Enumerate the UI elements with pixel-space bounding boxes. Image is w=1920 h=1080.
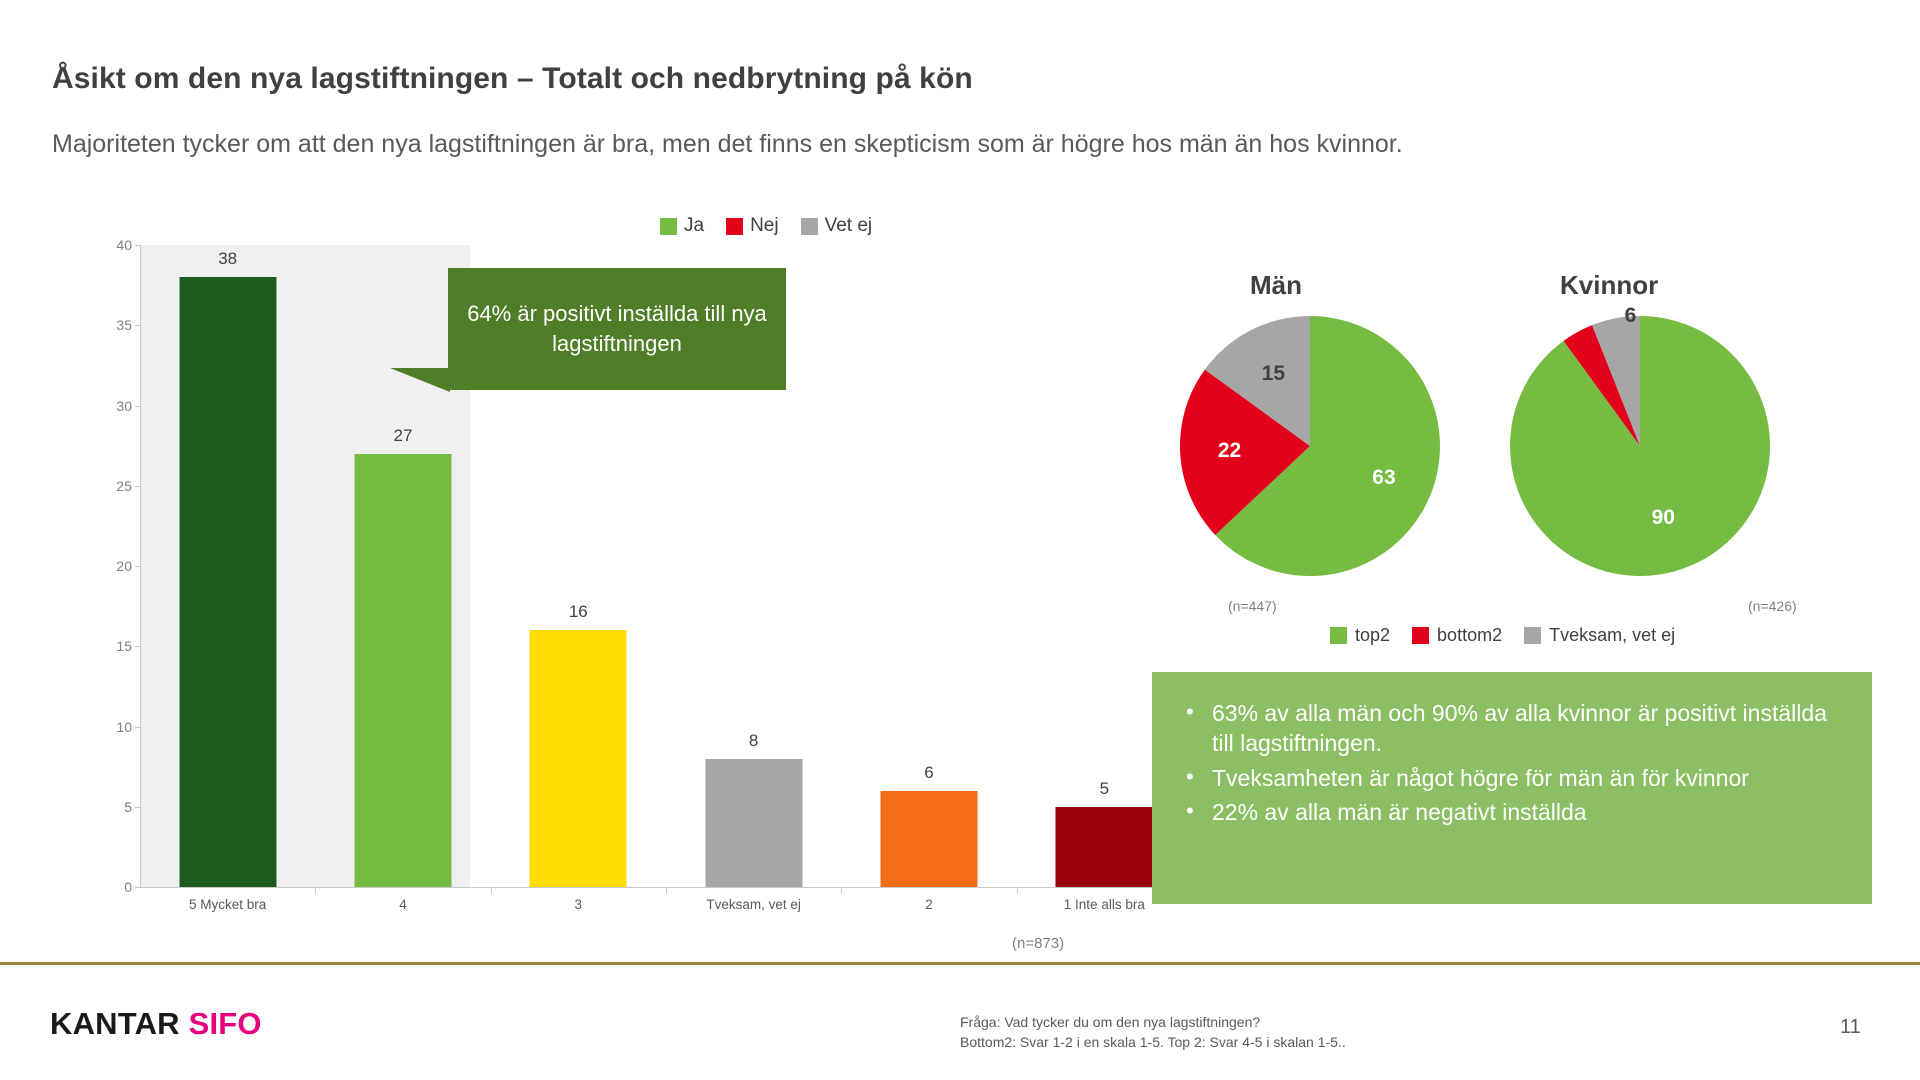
x-axis-tick-mark [1017, 887, 1018, 894]
pie-slice-value-label: 4 [1554, 305, 1566, 329]
bar-group [841, 245, 1016, 912]
legend-item-top2 [1330, 625, 1390, 646]
legend-label-tveksam: Tveksam, vet ej [1549, 625, 1676, 645]
legend-swatch-ja [660, 218, 677, 235]
pie-slice-value-label: 22 [1217, 439, 1242, 463]
legend-label-ja: Ja [684, 215, 705, 236]
pie-charts [1180, 270, 1880, 670]
pie-base-note-men: (n=447) [1228, 598, 1277, 614]
page-number: 11 [1840, 1016, 1861, 1038]
page-subtitle: Majoriteten tycker om att den nya lagstiftningen är bra, men det finns en skepticism som är högre hos män än hos kvinnor. [52, 130, 1403, 158]
bar-chart-base-note: (n=873) [1012, 935, 1065, 952]
insight-item: • Tveksamheten är något högre för män än för kvinnor [1178, 763, 1842, 793]
pie-slice-value-label: 90 [1651, 505, 1675, 529]
legend-swatch-bottom2 [1412, 627, 1429, 644]
brand-kantar: KANTAR [50, 1006, 180, 1041]
bar-value-label: 27 [393, 425, 413, 445]
legend-swatch-nej [726, 218, 743, 235]
legend-label-nej: Nej [750, 215, 779, 236]
insight-item: • 22% av alla män är negativt inställda [1178, 797, 1842, 827]
pie-title-women: Kvinnor [1560, 270, 1659, 300]
y-axis-tick-label: 20 [116, 558, 132, 574]
y-axis-tick-label: 25 [116, 477, 132, 494]
insights-box [1152, 672, 1872, 904]
legend-item-tveksam [1524, 625, 1675, 646]
x-axis-tick-mark [315, 887, 316, 894]
x-axis-category-label: 1 Inte alls bra [1063, 897, 1145, 912]
bar-value-label: 38 [218, 249, 238, 269]
callout-tail [390, 368, 450, 392]
bar [1056, 807, 1153, 887]
legend-item-ja [660, 215, 704, 237]
pie-title-men: Män [1250, 270, 1302, 300]
y-axis-tick-label: 10 [116, 718, 132, 735]
legend-label-top2: top2 [1355, 625, 1391, 645]
legend-item-nej [726, 215, 779, 237]
legend-swatch-vet-ej [801, 218, 818, 235]
legend-label-bottom2: bottom2 [1437, 625, 1503, 645]
x-axis-category-label: 4 [399, 897, 407, 912]
bar-chart-legend [660, 215, 884, 237]
x-axis-tick-mark [666, 887, 667, 894]
legend-item-bottom2 [1412, 625, 1502, 646]
legend-swatch-tveksam [1524, 627, 1541, 644]
insights-list [1178, 698, 1842, 827]
bar [179, 277, 276, 887]
y-axis-tick-mark [135, 887, 141, 888]
x-axis-tick-mark [841, 887, 842, 894]
x-axis-tick-mark [491, 887, 492, 894]
page-title: Åsikt om den nya lagstiftningen – Totalt och nedbrytning på kön [52, 62, 973, 95]
pie-base-note-women: (n=426) [1748, 598, 1797, 614]
callout-box: 64% är positivt inställda till nya lagstiftningen [448, 268, 786, 390]
x-axis-category-label: Tveksam, vet ej [706, 897, 801, 912]
y-axis-tick-label: 30 [116, 397, 132, 414]
bar-group [140, 245, 315, 912]
footer-divider [0, 962, 1920, 965]
brand-sifo: SIFO [188, 1006, 262, 1041]
pie-svg [1510, 316, 1770, 576]
brand-logo [50, 1006, 262, 1042]
pie-slice-value-label: 15 [1261, 362, 1286, 386]
bar [880, 791, 977, 887]
y-axis-tick-label: 40 [116, 237, 132, 253]
legend-label-vet-ej: Vet ej [824, 215, 873, 236]
bar [354, 454, 451, 887]
pie-slice-value-label: 6 [1624, 303, 1637, 327]
insight-item: • 63% av alla män och 90% av alla kvinnor är positivt inställda till lagstiftningen. [1178, 698, 1842, 759]
y-axis-tick-label: 15 [116, 638, 132, 655]
y-axis-tick-label: 0 [124, 879, 132, 895]
y-axis-tick-label: 35 [116, 317, 132, 334]
bar-value-label: 8 [748, 730, 759, 750]
pie-chart-women [1510, 303, 1770, 581]
bar-value-label: 6 [924, 762, 934, 782]
bar [705, 759, 802, 887]
pie-chart-men [1180, 316, 1440, 581]
footnote [960, 1012, 1346, 1053]
pie-slice-value-label: 63 [1372, 466, 1396, 489]
bar [530, 630, 627, 887]
x-axis-category-label: 3 [574, 897, 583, 912]
bar-value-label: 5 [1099, 778, 1110, 798]
x-axis-category-label: 2 [925, 897, 933, 912]
y-axis-tick-label: 5 [124, 798, 132, 815]
bar-value-label: 16 [568, 602, 588, 622]
x-axis-category-label: 5 Mycket bra [189, 897, 267, 912]
legend-item-vet-ej [801, 215, 873, 237]
legend-swatch-top2 [1330, 627, 1347, 644]
footnote-line-2: Bottom2: Svar 1-2 i en skala 1-5. Top 2: Svar 4-5 i skalan 1-5.. [960, 1034, 1346, 1051]
pie-chart-legend [1330, 625, 1697, 646]
footnote-line-1: Fråga: Vad tycker du om den nya lagstiftningen? [960, 1014, 1261, 1030]
